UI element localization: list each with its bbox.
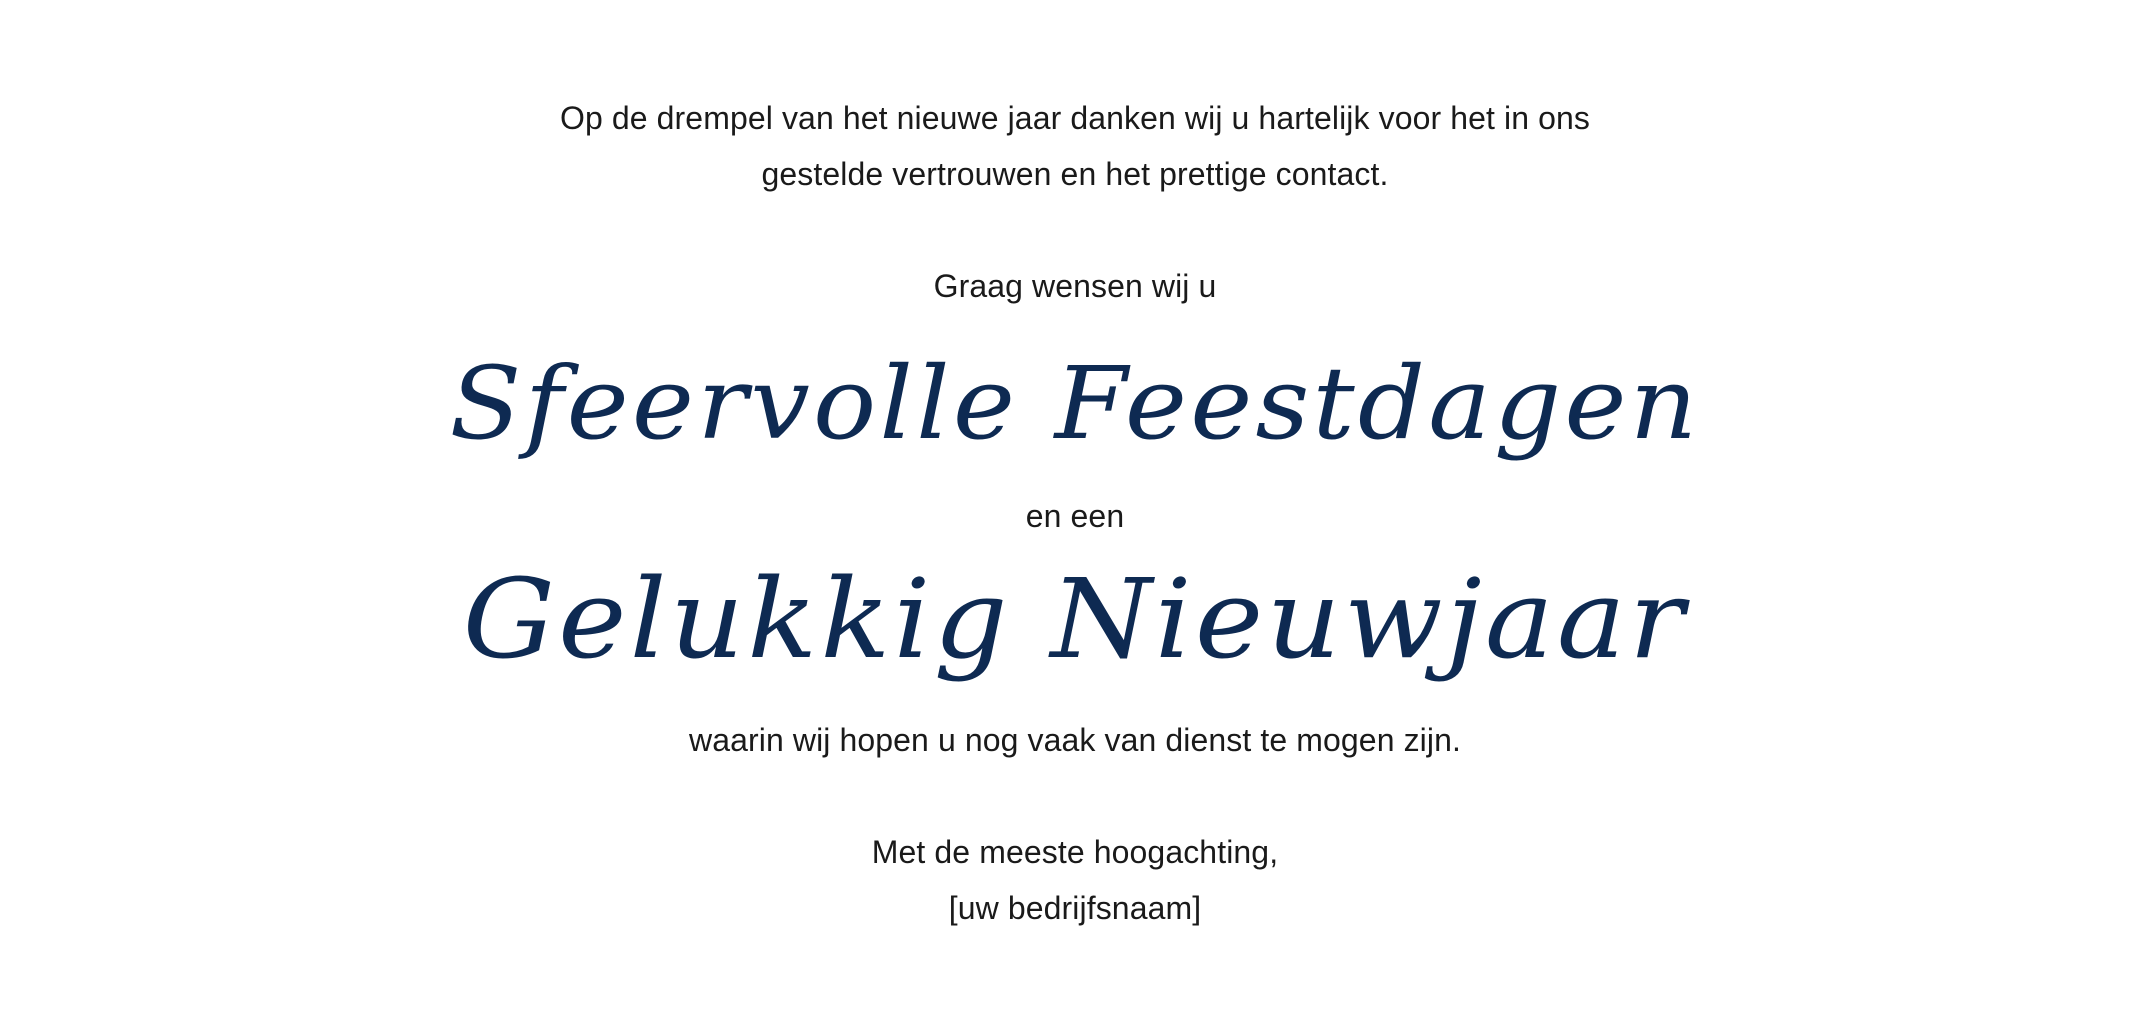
company-name-placeholder: [uw bedrijfsnaam] <box>948 890 1202 926</box>
salutation: Met de meeste hoogachting, <box>871 834 1279 870</box>
closing-sentence: waarin wij hopen u nog vaak van dienst te mogen zijn. <box>689 722 1461 758</box>
wish-intro: Graag wensen wij u <box>933 268 1217 304</box>
greeting-gelukkig-nieuwjaar: Gelukkig Nieuwjaar <box>462 555 1688 683</box>
greeting-sfeervolle-feestdagen: Sfeervolle Feestdagen <box>449 345 1701 462</box>
intro-line-2: gestelde vertrouwen en het prettige contact. <box>761 156 1389 192</box>
intro-line-1: Op de drempel van het nieuwe jaar danken wij u hartelijk voor het in ons <box>559 100 1590 136</box>
connector-text: en een <box>1025 498 1125 534</box>
